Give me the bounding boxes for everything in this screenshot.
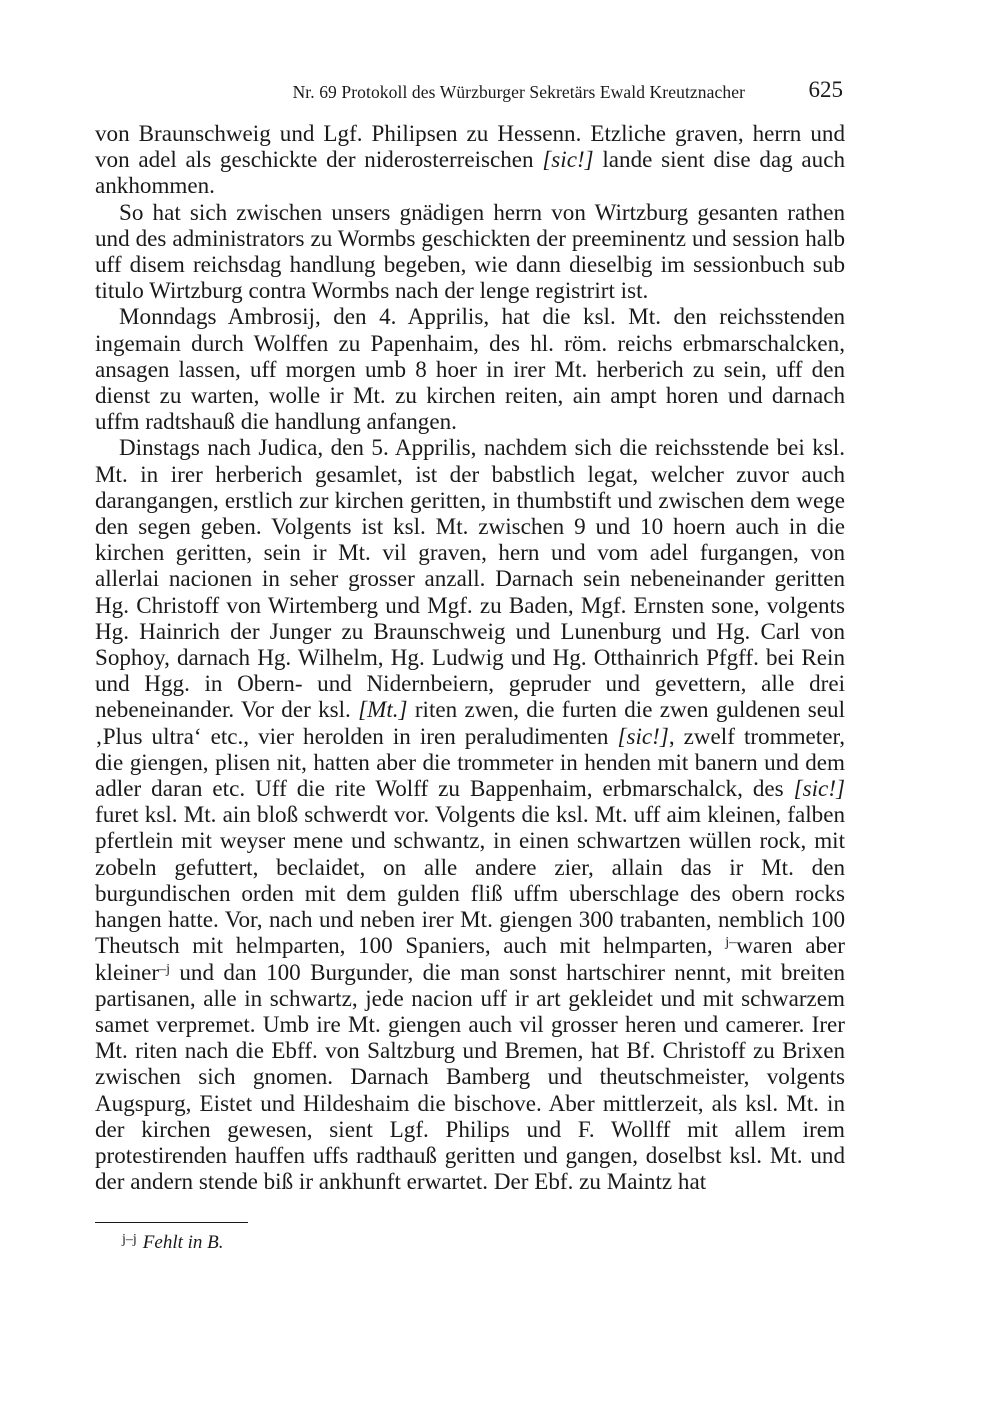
paragraph-1-text-b: lande sient dise dag auch ankhommen.: [95, 146, 846, 199]
paragraph-1-text-a: von Braunschweig und Lgf. Philipsen zu Hessenn. Etzliche graven, herrn und von adel als geschickte der niderosterreischen: [95, 120, 845, 173]
paragraph-4-text-a: Dinstags nach Judica, den 5. Apprilis, nachdem sich die reichsstende bei ksl. Mt. in irer herberich gesamlet, ist der babstlich legat, welcher zuvor auch darangangen, erstlich zur kirchen geritten, in thumbstift und zwischen dem wege den segen geben. Volgents ist ksl. Mt. zwischen 9 und 10 hoern auch in die kirchen geritten, sein ir Mt. vil graven, hern und vom adel furgangen, von allerlai nacionen in seher grosser anzall. Darnach sein nebeneinander geritten Hg. Christoff von Wirtemberg und Mgf. zu Baden, Mgf. Ernsten sone, volgents Hg. Hainrich der Junger zu Braunschweig und Lunenburg und Hg. Carl von Sophoy, darnach Hg. Wilhelm, Hg. Ludwig und Hg. Otthainrich Pfgff. bei Rein und Hgg. in Obern- und Nidernbeiern, gepruder und gevettern, alle drei nebeneinander. Vor der ksl.: [95, 434, 845, 723]
paragraph-4-text-e: waren aber kleiner: [95, 932, 845, 985]
paragraph-2: So hat sich zwischen unsers gnädigen herrn von Wirtzburg gesanten rathen und des administrators zu Wormbs geschickten der preeminentz und session halb uff disem reichsdag handlung begeben, wie dann dieselbig im sessionbuch sub titulo Wirtzburg contra Wormbs nach der lenge registrirt ist.: [95, 198, 845, 304]
body-text: [95, 120, 845, 1194]
footnote-text: Fehlt in B.: [142, 1232, 224, 1253]
footnote-marker-close[interactable]: –j: [159, 961, 171, 977]
footnote-divider: [95, 1222, 248, 1223]
paragraph-4-text-d: furet ksl. Mt. ain bloß schwerdt vor. Volgents die ksl. Mt. uff aim kleinen, falben pfertlein mit weyser mene und schwantz, in einen schwartzen wüllen rock, mit zobeln gefuttert, beclaidet, on alle andere zier, allain das ir Mt. den burgundischen orden mit dem gulden fliß uffm uberschlage des obern rocks hangen hatte. Vor, nach und neben irer Mt. giengen 300 trabanten, nemblich 100 Theutsch mit helmparten, 100 Spaniers, auch mit helmparten,: [95, 801, 845, 959]
paragraph-4: [95, 434, 845, 1194]
running-head: [95, 77, 845, 110]
footnote: [122, 1228, 224, 1255]
running-title: Nr. 69 Protokoll des Würzburger Sekretärs Ewald Kreutznacher: [292, 82, 745, 102]
paragraph-4-text-c: , zwelf trommeter, die giengen, plisen nit, hatten aber die trommeter in henden mit banern und dem adler daran etc. Uff die rite Wolff zu Bappenhaim, erbmarschalck, des: [95, 722, 845, 802]
footnote-mark: j–j: [122, 1232, 137, 1247]
editorial-insertion: [Mt.]: [358, 696, 408, 723]
paragraph-4-text-b: riten zwen, die furten die zwen guldenen seul ‚Plus ultra‘ etc., vier herolden in iren peraludimenten: [95, 696, 845, 749]
paragraph-3: Monndags Ambrosij, den 4. Apprilis, hat die ksl. Mt. den reichsstenden ingemain durch Wolffen zu Papenhaim, des hl. röm. reichs erbmarschalcken, ansagen lassen, uff morgen umb 8 hoer in irer Mt. herberich zu sein, uff den dienst zu warten, wolle ir Mt. zu kirchen reiten, ain ampt horen und darnach uffm radtshauß die handlung anfangen.: [95, 303, 845, 435]
editorial-sic: [sic!]: [793, 775, 845, 802]
editorial-sic: [sic!]: [542, 146, 594, 173]
page-number: 625: [808, 77, 843, 102]
editorial-sic: [sic!]: [617, 722, 669, 749]
paragraph-4-text-f: und dan 100 Burgunder, die man sonst hartschirer nennt, mit breiten partisanen, alle in schwartz, jede nacion uff ir art gekleidet und mit schwarzem samet verpremet. Umb ire Mt. giengen auch vil grosser heren und camerer. Irer Mt. riten nach die Ebff. von Saltzburg und Bremen, hat Bf. Christoff zu Brixen zwischen sich gnomen. Darnach Bamberg und theutschmeister, volgents Augspurg, Eistet und Hildeshaim die bischove. Aber mittlerzeit, als ksl. Mt. in der kirchen gewesen, sient Lgf. Philips und F. Wollff mit allem irem protestirenden hauffen uffs radthauß geritten und gangen, doselbst ksl. Mt. und der andern stende biß ir ankhunft erwartet. Der Ebf. zu Maintz hat: [95, 958, 845, 1195]
paragraph-1: [95, 120, 845, 199]
footnote-marker-open[interactable]: j–: [725, 935, 737, 951]
